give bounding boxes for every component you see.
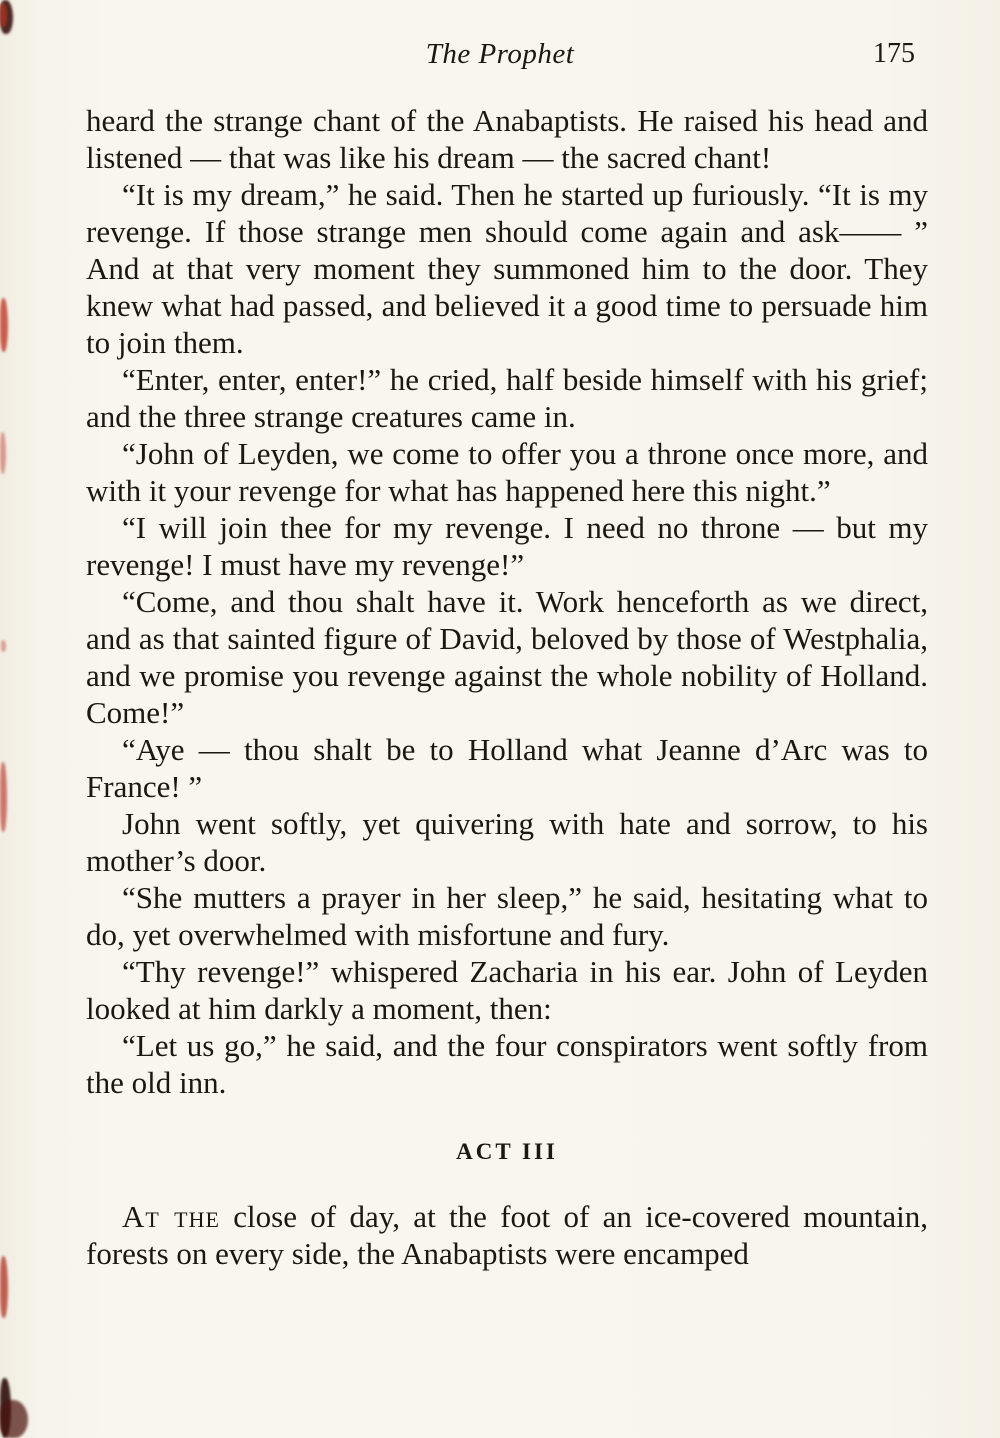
paragraph: “It is my dream,” he said. Then he started up furiously. “It is my revenge. If those strange men should come again and ask—— ” And at that very moment they summoned him to the door. They knew what had passed, and believed it a good time to persuade him to join them. (86, 177, 928, 360)
section-heading: ACT III (456, 1139, 558, 1164)
paragraph-lead-smallcaps: At the (122, 1199, 220, 1234)
page-edge-stain (0, 762, 7, 832)
paragraph: “Aye — thou shalt be to Holland what Jeanne d’Arc was to France! ” (86, 732, 928, 804)
page-header (0, 0, 1000, 80)
paragraph: John went softly, yet quivering with hate and sorrow, to his mother’s door. (86, 806, 928, 878)
page-body (86, 102, 928, 1272)
page-edge-stain (0, 298, 8, 352)
paragraph: “I will join thee for my revenge. I need no throne — but my revenge! I must have my revenge!” (86, 510, 928, 582)
paragraph: “Come, and thou shalt have it. Work henceforth as we direct, and as that sainted figure of David, beloved by those of Westphalia, and we promise you revenge against the whole nobility of Holland. Come!” (86, 584, 928, 730)
paragraph: At the close of day, at the foot of an ice-covered mountain, forests on every side, the Anabaptists were encamped (86, 1199, 928, 1271)
page-edge-stain (0, 1256, 8, 1318)
paragraph: “John of Leyden, we come to offer you a throne once more, and with it your revenge for what has happened here this night.” (86, 436, 928, 508)
running-title: The Prophet (425, 38, 575, 70)
paragraph: “Enter, enter, enter!” he cried, half beside himself with his grief; and the three strange creatures came in. (86, 362, 928, 434)
paragraph: “Let us go,” he said, and the four conspirators went softly from the old inn. (86, 1028, 928, 1100)
page-edge-stain (0, 1400, 28, 1438)
page-edge-stain (0, 432, 6, 474)
paragraph: heard the strange chant of the Anabaptists. He raised his head and listened — that was like his dream — the sacred chant! (86, 103, 928, 175)
paragraph: “Thy revenge!” whispered Zacharia in his ear. John of Leyden looked at him darkly a moment, then: (86, 954, 928, 1026)
paragraph: “She mutters a prayer in her sleep,” he said, hesitating what to do, yet overwhelmed with misfortune and fury. (86, 880, 928, 952)
page-edge-stain (1, 640, 6, 652)
page-number: 175 (873, 38, 915, 69)
